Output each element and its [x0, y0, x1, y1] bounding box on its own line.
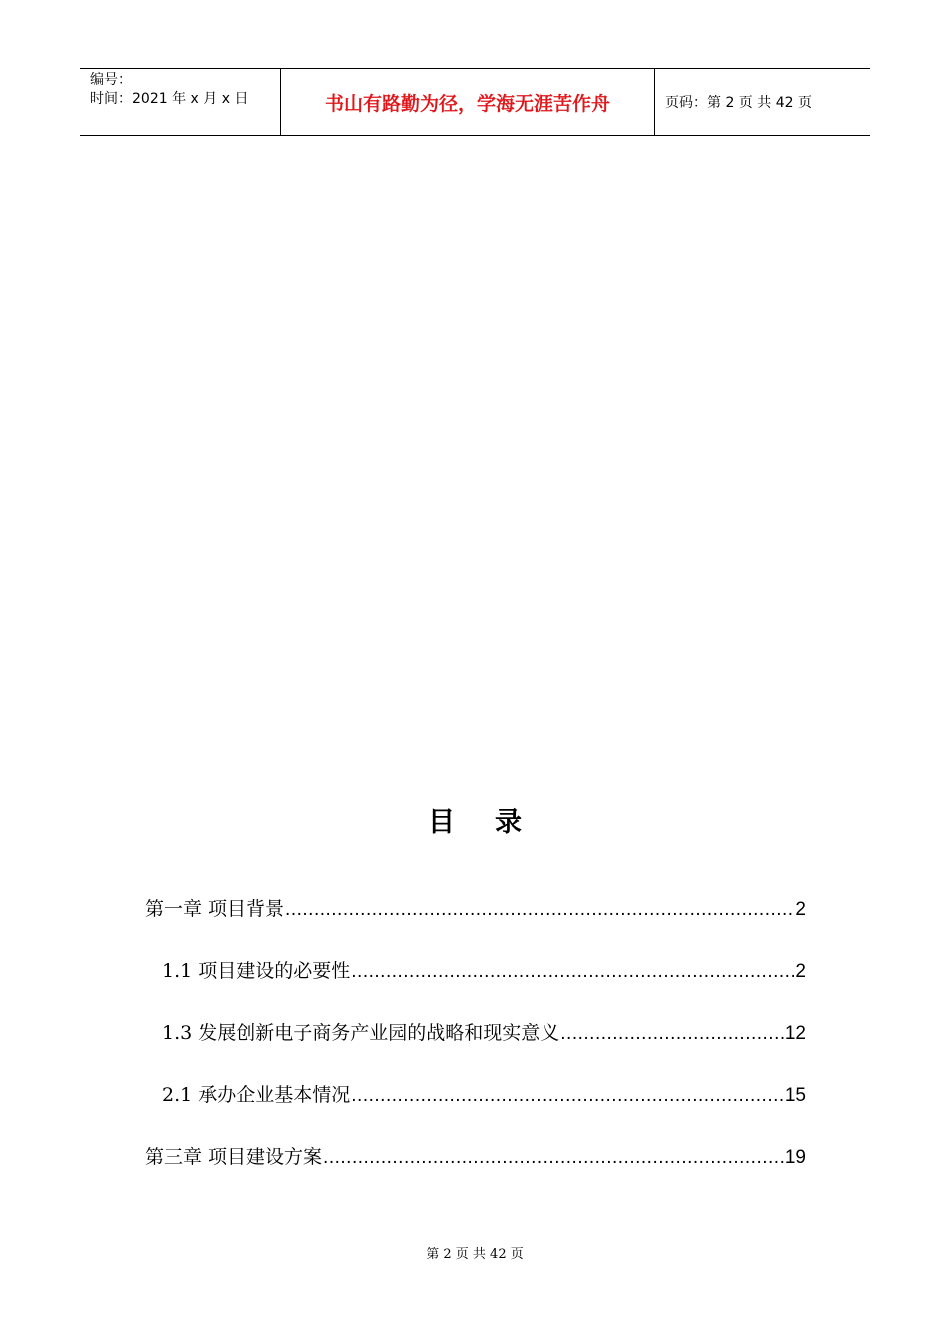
toc-entry-label: 第三章 项目建设方案 — [145, 1146, 323, 1168]
toc-entry-label: 1.1 项目建设的必要性 — [162, 960, 351, 982]
toc-entry-label: 第一章 项目背景 — [145, 898, 285, 920]
toc-leader-dots — [323, 1145, 784, 1171]
toc-title — [0, 803, 950, 843]
toc-leader-dots — [560, 1021, 784, 1047]
toc-entry-2-1[interactable] — [162, 1082, 806, 1109]
footer-page-number: 第 2 页 共 42 页 — [426, 1247, 524, 1262]
toc-entry-page: 15 — [784, 1085, 806, 1106]
document-id-label: 编号： — [90, 72, 132, 88]
toc-leader-dots — [351, 959, 794, 985]
toc-entry-1-1[interactable] — [162, 958, 806, 985]
document-date: 时间：2021 年 x 月 x 日 — [90, 91, 249, 107]
toc-entry-label: 1.3 发展创新电子商务产业园的战略和现实意义 — [162, 1022, 560, 1044]
header-middle-cell — [281, 69, 655, 135]
toc-leader-dots — [351, 1083, 784, 1109]
page-footer — [0, 1246, 950, 1264]
header-page-number: 页码：第 2 页 共 42 页 — [665, 95, 812, 111]
toc-entry-1-3[interactable] — [162, 1020, 806, 1047]
toc-entry-page: 2 — [795, 899, 806, 920]
toc-leader-dots — [285, 897, 794, 923]
header-motto: 书山有路勤为径，学海无涯苦作舟 — [324, 93, 610, 115]
toc-entry-page: 2 — [795, 961, 806, 982]
toc-entry-page: 12 — [784, 1023, 806, 1044]
toc-entry-chapter-3[interactable] — [145, 1144, 806, 1171]
toc-title-part2: 录 — [495, 807, 522, 838]
toc-title-part1: 目 — [428, 807, 455, 838]
toc-entry-label: 2.1 承办企业基本情况 — [162, 1084, 351, 1106]
toc-entry-page: 19 — [784, 1147, 806, 1168]
header-right-cell — [655, 69, 870, 135]
toc-entry-chapter-1[interactable] — [145, 896, 806, 923]
header-left-cell — [80, 69, 281, 135]
page-header — [80, 68, 870, 136]
